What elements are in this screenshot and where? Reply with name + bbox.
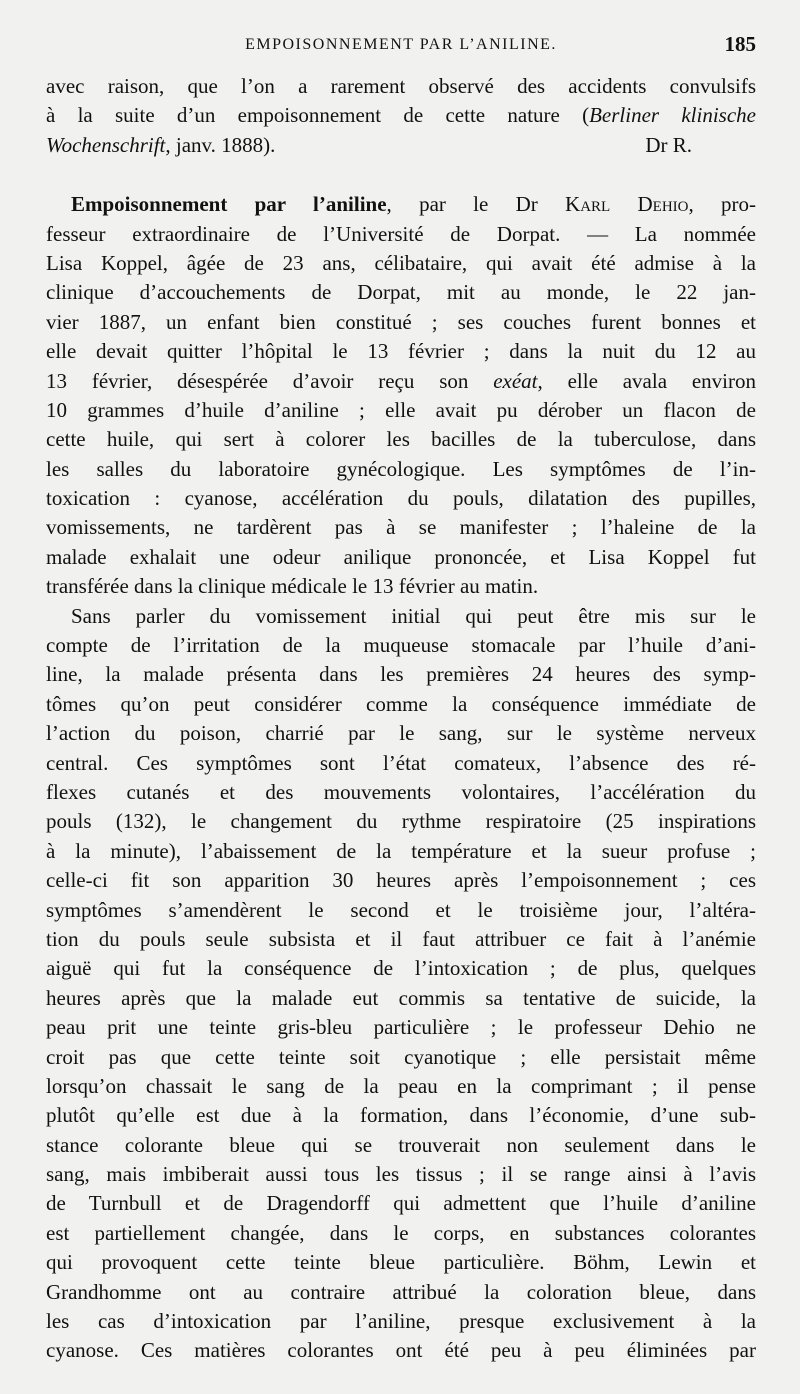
text-line: vomissements, ne tardèrent pas à se manifester ; l’haleine de la [46, 515, 756, 540]
paragraph-2 [46, 602, 756, 1366]
text-line: central. Ces symptômes sont l’état comateux, l’absence des ré- [46, 750, 756, 775]
text-line: avec raison, que l’on a rarement observé des accidents convulsifs [46, 74, 756, 98]
running-head [46, 32, 756, 66]
page-number: 185 [724, 32, 756, 56]
author-name: Karl Dehio [565, 192, 689, 217]
text-line: Grandhomme ont au contraire attribué la coloration bleue, dans [46, 1279, 756, 1304]
text-line: compte de l’irritation de la muqueuse stomacale par l’huile d’ani- [46, 633, 756, 658]
paragraph-1a [46, 220, 756, 367]
text-line: toxication : cyanose, accélération du pouls, dilatation des pupilles, [46, 486, 756, 511]
text-line: symptômes s’amendèrent le second et le troisième jour, l’altéra- [46, 897, 756, 922]
text-line: malade exhalait une odeur anilique prononcée, et Lisa Koppel fut [46, 544, 756, 569]
signature: Dr R. [645, 132, 692, 157]
text-span: , pro- [688, 192, 756, 217]
text-line [46, 367, 756, 396]
article-heading: Empoisonnement par l’aniline [71, 192, 387, 217]
section-gap [46, 160, 756, 190]
text-line: fesseur extraordinaire de l’Université de Dorpat. — La nommée [46, 221, 756, 246]
text-line: les cas d’intoxication par l’aniline, presque exclusivement à la [46, 1309, 756, 1334]
article-heading-line [46, 190, 756, 219]
text-line: 10 grammes d’huile d’aniline ; elle avait pu dérober un flacon de [46, 397, 756, 422]
text-line: croit pas que cette teinte soit cyanotique ; elle persistait même [46, 1044, 756, 1069]
text-line: sang, mais imbiberait aussi tous les tissus ; il se range ainsi à l’avis [46, 1162, 756, 1187]
text-line: aiguë qui fut la conséquence de l’intoxication ; de plus, quelques [46, 956, 756, 981]
text-line: stance colorante bleue qui se trouverait non seulement dans le [46, 1132, 756, 1157]
text-line: de Turnbull et de Dragendorff qui admettent que l’huile d’aniline [46, 1191, 756, 1216]
text-line: flexes cutanés et des mouvements volontaires, l’accélération du [46, 779, 756, 804]
text-line: elle devait quitter l’hôpital le 13 février ; dans la nuit du 12 au [46, 339, 756, 364]
page-body [46, 72, 756, 1366]
italic-word: exéat [493, 368, 538, 393]
paragraph-1b [46, 396, 756, 602]
text-line: les salles du laboratoire gynécologique. Les symptômes de l’in- [46, 456, 756, 481]
text-line: qui provoquent cette teinte bleue particulière. Böhm, Lewin et [46, 1250, 756, 1275]
text-span: , par le Dr [386, 192, 566, 217]
running-title: EMPOISONNEMENT PAR L’ANILINE. [245, 36, 557, 53]
text-line: tômes qu’on peut considérer comme la conséquence immédiate de [46, 691, 756, 716]
text-line: est partiellement changée, dans le corps, en substances colorantes [46, 1220, 756, 1245]
text-line: plutôt qu’elle est due à la formation, dans l’économie, d’une sub- [46, 1103, 756, 1128]
text-line: transférée dans la clinique médicale le 13 février au matin. [46, 574, 539, 599]
text-line [46, 131, 756, 160]
text-line: cyanose. Ces matières colorantes ont été peu à peu éliminées par [46, 1338, 756, 1363]
text-line: l’action du poison, charrié par le sang, sur le système nerveux [46, 721, 756, 746]
text-span: 13 février, désespérée d’avoir reçu son [46, 368, 494, 393]
journal-title-cont: Wochenschrift [46, 132, 166, 157]
text-line: pouls (132), le changement du rythme respiratoire (25 inspirations [46, 809, 756, 834]
text-line: peau prit une teinte gris-bleu particulière ; le professeur Dehio ne [46, 1015, 756, 1040]
text-line: tion du pouls seule subsista et il faut attribuer ce fait à l’anémie [46, 926, 756, 951]
text-span: , janv. 1888). [165, 132, 276, 157]
text-line: à la minute), l’abaissement de la température et la sueur profuse ; [46, 838, 756, 863]
text-span: , elle avala environ [537, 368, 756, 393]
text-line: lorsqu’on chassait le sang de la peau en la comprimant ; il pense [46, 1073, 756, 1098]
text-line: vier 1887, un enfant bien constitué ; ses couches furent bonnes et [46, 309, 756, 334]
text-line: cette huile, qui sert à colorer les bacilles de la tuberculose, dans [46, 427, 756, 452]
text-line [46, 101, 756, 130]
text-line: Sans parler du vomissement initial qui peut être mis sur le [71, 603, 756, 628]
text-span: à la suite d’un empoisonnement de cette nature ( [46, 103, 590, 128]
text-line: line, la malade présenta dans les premières 24 heures des symp- [46, 662, 756, 687]
journal-title: Berliner klinische [589, 103, 756, 128]
text-line: heures après que la malade eut commis sa tentative de suicide, la [46, 985, 756, 1010]
text-line: clinique d’accouchements de Dorpat, mit au monde, le 22 jan- [46, 280, 756, 305]
text-line: Lisa Koppel, âgée de 23 ans, célibataire, qui avait été admise à la [46, 250, 756, 275]
text-line: celle-ci fit son apparition 30 heures après l’empoisonnement ; ces [46, 868, 756, 893]
